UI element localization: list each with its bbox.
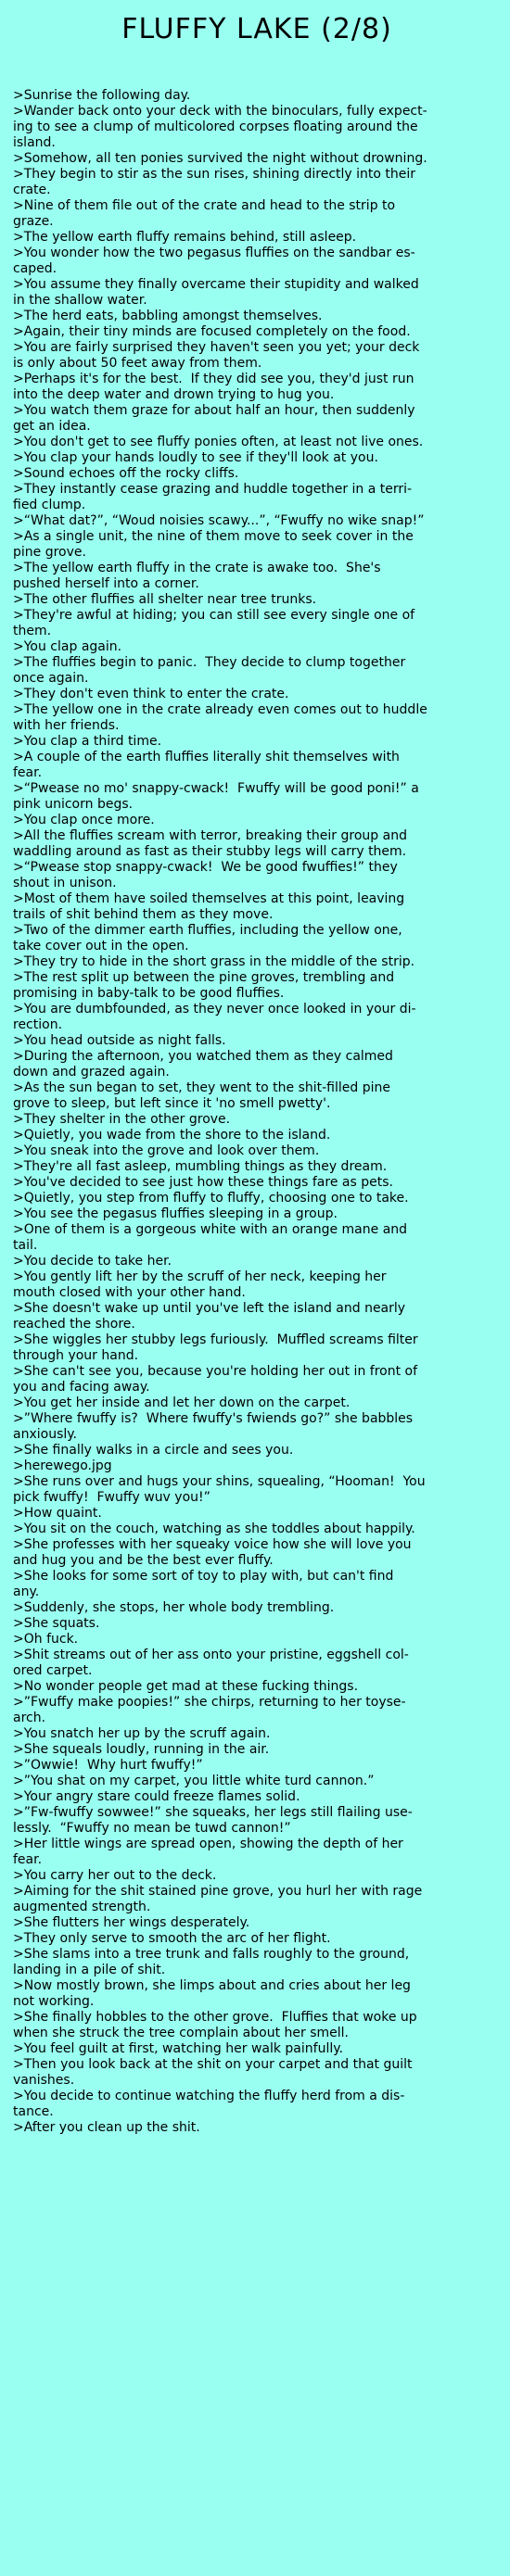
story-line: >They're awful at hiding; you can still see every single one of them. bbox=[13, 608, 415, 638]
story-line: >Suddenly, she stops, her whole body trembling. bbox=[13, 1600, 335, 1615]
story-line: >She slams into a tree trunk and falls roughly to the ground, landing in a pile of shit. bbox=[13, 1947, 410, 1977]
story-line: >Most of them have soiled themselves at this point, leaving trails of shit behind them as they move. bbox=[13, 891, 405, 922]
story-line: >No wonder people get mad at these fucking things. bbox=[13, 1679, 359, 1694]
story-line: >Shit streams out of her ass onto your pristine, eggshell col- ored carpet. bbox=[13, 1648, 409, 1678]
story-line: >“What dat?”, “Woud noisies scawy...”, “Fwuffy no wike snap!” bbox=[13, 513, 425, 528]
story-line: >She finally walks in a circle and sees you. bbox=[13, 1443, 294, 1458]
story-line: >The herd eats, babbling amongst themselves. bbox=[13, 309, 323, 323]
story-line: >You gently lift her by the scruff of her neck, keeping her mouth closed with your other hand. bbox=[13, 1269, 387, 1300]
story-line: >Two of the dimmer earth fluffies, including the yellow one, take cover out in the open. bbox=[13, 923, 402, 953]
story-line: >Somehow, all ten ponies survived the night without drowning. bbox=[13, 151, 427, 166]
story-line: >Your angry stare could freeze flames solid. bbox=[13, 1789, 300, 1804]
story-line: >You head outside as night falls. bbox=[13, 1033, 226, 1048]
story-line: >They shelter in the other grove. bbox=[13, 1112, 231, 1127]
story-line: >She can't see you, because you're holding her out in front of you and facing away. bbox=[13, 1364, 418, 1395]
story-line: >You decide to take her. bbox=[13, 1254, 172, 1269]
story-line: >She looks for some sort of toy to play with, but can't find any. bbox=[13, 1569, 394, 1599]
story-line: >They instantly cease grazing and huddle together in a terri- fied clump. bbox=[13, 482, 413, 512]
story-line: >You don't get to see fluffy ponies often, at least not live ones. bbox=[13, 435, 424, 449]
story-line: >As the sun began to set, they went to the shit-filled pine grove to sleep, but left since it 'no smell pwetty'. bbox=[13, 1080, 390, 1111]
story-line: >“Pwease stop snappy-cwack! We be good fwuffies!” they shout in unison. bbox=[13, 860, 398, 890]
story-line: >Then you look back at the shit on your carpet and that guilt vanishes. bbox=[13, 2057, 413, 2088]
story-line: >You snatch her up by the scruff again. bbox=[13, 1726, 271, 1741]
story-line: >The fluffies begin to panic. They decide to clump together once again. bbox=[13, 655, 406, 686]
story-line: >How quaint. bbox=[13, 1506, 102, 1521]
story-line: >You are dumbfounded, as they never once looked in your di- rection. bbox=[13, 1002, 416, 1032]
story-line: >A couple of the earth fluffies literally shit themselves with fear. bbox=[13, 750, 400, 780]
story-line: >You decide to continue watching the fluffy herd from a dis- tance. bbox=[13, 2089, 405, 2119]
story-line: >Again, their tiny minds are focused completely on the food. bbox=[13, 324, 411, 339]
story-line: >You wonder how the two pegasus fluffies on the sandbar es- caped. bbox=[13, 246, 415, 276]
story-line: >Her little wings are spread open, showing the depth of her fear. bbox=[13, 1837, 403, 1867]
story-line: >After you clean up the shit. bbox=[13, 2120, 200, 2135]
story-line: >The other fluffies all shelter near tree trunks. bbox=[13, 592, 317, 607]
story-line: >herewego.jpg bbox=[13, 1458, 112, 1473]
page-title: FLUFFY LAKE (2/8) bbox=[121, 13, 392, 45]
story-line: >You assume they finally overcame their stupidity and walked in the shallow water. bbox=[13, 277, 419, 308]
story-line: >They don't even think to enter the crate. bbox=[13, 687, 289, 701]
story-line: >They're all fast asleep, mumbling things as they dream. bbox=[13, 1159, 388, 1174]
story-line: >You clap a third time. bbox=[13, 734, 162, 749]
story-line: >You clap your hands loudly to see if they'll look at you. bbox=[13, 450, 378, 465]
story-line: >Perhaps it's for the best. If they did see you, they'd just run into the deep water and drown trying to hug you. bbox=[13, 372, 414, 402]
story-line: >As a single unit, the nine of them move to seek cover in the pine grove. bbox=[13, 529, 414, 560]
story-line: >Sunrise the following day. bbox=[13, 88, 191, 103]
story-line: >Quietly, you wade from the shore to the island. bbox=[13, 1128, 331, 1143]
story-line: >All the fluffies scream with terror, breaking their group and waddling around as fast as their stubby legs will carry them. bbox=[13, 828, 407, 859]
story-line: >One of them is a gorgeous white with an orange mane and tail. bbox=[13, 1222, 408, 1253]
story-line: >You sneak into the grove and look over them. bbox=[13, 1143, 320, 1158]
story-line: >You watch them graze for about half an hour, then suddenly get an idea. bbox=[13, 403, 415, 434]
story-line: >Quietly, you step from fluffy to fluffy, choosing one to take. bbox=[13, 1191, 409, 1206]
story-line: >”Fw-fwuffy sowwee!” she squeaks, her legs still flailing use- lessly. “Fwuffy no mean be tuwd cannon!” bbox=[13, 1805, 413, 1836]
story-line: >You are fairly surprised they haven't seen you yet; your deck is only about 50 feet away from them. bbox=[13, 340, 420, 371]
story-line: >Now mostly brown, she limps about and cries about her leg not working. bbox=[13, 1978, 411, 2009]
story-line: >The rest split up between the pine groves, trembling and promising in baby-talk to be good fluffies. bbox=[13, 970, 395, 1001]
story-line: >Wander back onto your deck with the binoculars, fully expect- ing to see a clump of multicolored corpses floating around the island. bbox=[13, 104, 427, 150]
story-line: >She professes with her squeaky voice how she will love you and hug you and be the best ever fluffy. bbox=[13, 1537, 412, 1568]
story-line: >”Owwie! Why hurt fwuffy!” bbox=[13, 1758, 203, 1773]
story-line: >You carry her out to the deck. bbox=[13, 1868, 217, 1883]
story-line: >They try to hide in the short grass in the middle of the strip. bbox=[13, 954, 415, 969]
story-line: >They only serve to smooth the arc of her flight. bbox=[13, 1931, 331, 1946]
story-line: >She doesn't wake up until you've left the island and nearly reached the shore. bbox=[13, 1301, 406, 1332]
story-line: >During the afternoon, you watched them as they calmed down and grazed again. bbox=[13, 1049, 393, 1080]
story-line: >She finally hobbles to the other grove. Fluffies that woke up when she struck the tree complain about her smell. bbox=[13, 2010, 417, 2040]
story-line: >You get her inside and let her down on the carpet. bbox=[13, 1395, 351, 1410]
story-line: >”Where fwuffy is? Where fwuffy's fwiends go?” she babbles anxiously. bbox=[13, 1411, 414, 1442]
story-line: >You feel guilt at first, watching her walk painfully. bbox=[13, 2041, 343, 2056]
story-line: >They begin to stir as the sun rises, shining directly into their crate. bbox=[13, 167, 416, 197]
story-line: >She squeals loudly, running in the air. bbox=[13, 1742, 270, 1757]
story-line: >Sound echoes off the rocky cliffs. bbox=[13, 466, 239, 481]
story-line: >”Fwuffy make poopies!” she chirps, returning to her toyse- arch. bbox=[13, 1695, 406, 1725]
story-line: >You clap once more. bbox=[13, 813, 155, 827]
story-line: >She runs over and hugs your shins, squealing, “Hooman! You pick fwuffy! Fwuffy wuv you!” bbox=[13, 1474, 426, 1505]
story-text bbox=[13, 88, 501, 2136]
story-line: >You've decided to see just how these things fare as pets. bbox=[13, 1175, 393, 1190]
story-line: >Oh fuck. bbox=[13, 1632, 79, 1647]
story-line: >She flutters her wings desperately. bbox=[13, 1915, 250, 1930]
story-line: >You clap again. bbox=[13, 639, 122, 654]
story-line: >She squats. bbox=[13, 1616, 100, 1631]
story-line: >The yellow earth fluffy in the crate is awake too. She's pushed herself into a corner. bbox=[13, 561, 381, 591]
story-line: >The yellow earth fluffy remains behind, still asleep. bbox=[13, 230, 357, 245]
story-line: >”You shat on my carpet, you little white turd cannon.” bbox=[13, 1774, 375, 1788]
story-line: >She wiggles her stubby legs furiously. Muffled screams filter through your hand. bbox=[13, 1332, 418, 1363]
story-line: >The yellow one in the crate already even comes out to huddle with her friends. bbox=[13, 702, 427, 733]
story-line: >Aiming for the shit stained pine grove, you hurl her with rage augmented strength. bbox=[13, 1884, 423, 1914]
story-line: >You see the pegasus fluffies sleeping in a group. bbox=[13, 1206, 338, 1221]
story-line: >Nine of them file out of the crate and head to the strip to graze. bbox=[13, 198, 396, 229]
story-line: >You sit on the couch, watching as she toddles about happily. bbox=[13, 1522, 415, 1536]
story-line: >“Pwease no mo' snappy-cwack! Fwuffy will be good poni!” a pink unicorn begs. bbox=[13, 781, 419, 812]
